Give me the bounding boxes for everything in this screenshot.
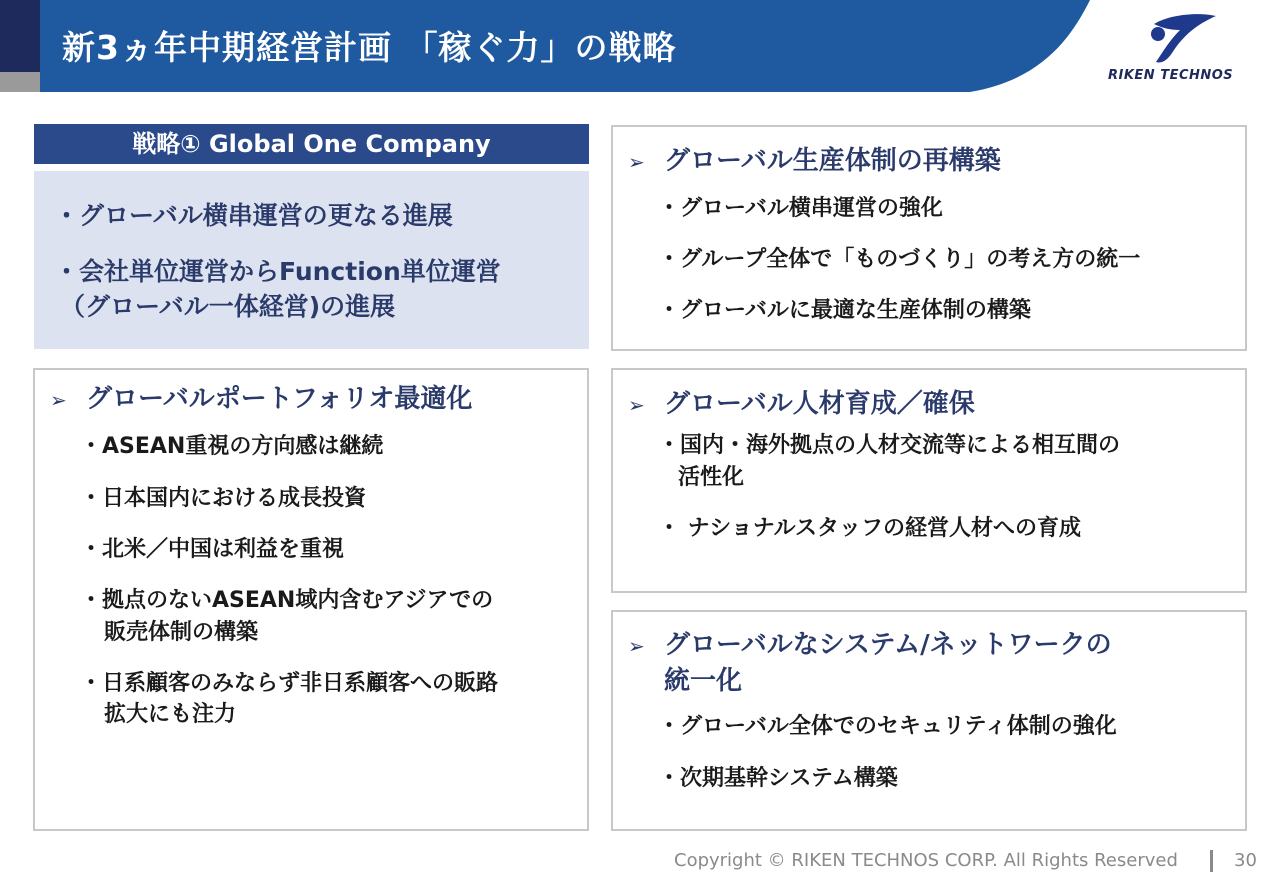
portfolio-item: ・北米／中国は利益を重視 <box>80 537 345 562</box>
portfolio-item: 販売体制の構築 <box>104 620 259 645</box>
arrow-bullet-icon: ➢ <box>628 393 645 417</box>
production-item: ・グローバル横串運営の強化 <box>658 196 943 221</box>
talent-item: ・ ナショナルスタッフの経営人材への育成 <box>658 516 1082 541</box>
logo-text: RIKEN TECHNOS <box>1108 68 1234 83</box>
arrow-bullet-icon: ➢ <box>50 388 67 412</box>
footer-divider <box>1210 850 1213 872</box>
portfolio-item: ・日系顧客のみならず非日系顧客への販路 <box>80 671 499 696</box>
portfolio-item: ・拠点のないASEAN域内含むアジアでの <box>80 588 494 613</box>
system-title-line2: 統一化 <box>664 666 743 696</box>
page-title: 新3ヵ年中期経営計画 「稼ぐ力」の戦略 <box>62 28 677 67</box>
header-accent-gray <box>0 72 40 92</box>
system-item: ・次期基幹システム構築 <box>658 766 898 791</box>
system-item: ・グローバル全体でのセキュリティ体制の強化 <box>658 714 1117 739</box>
production-title: ➢ グローバル生産体制の再構築 <box>628 146 1001 176</box>
strategy-line: （グローバル一体経営)の進展 <box>60 292 396 321</box>
production-item: ・グループ全体で「ものづくり」の考え方の統一 <box>658 247 1141 272</box>
talent-item: ・国内・海外拠点の人材交流等による相互間の <box>658 433 1121 458</box>
talent-item: 活性化 <box>678 465 745 490</box>
arrow-bullet-icon: ➢ <box>628 150 645 174</box>
strategy-line: ・会社単位運営からFunction単位運営 <box>54 257 501 286</box>
portfolio-title: ➢ グローバルポートフォリオ最適化 <box>50 384 473 414</box>
portfolio-item: 拡大にも注力 <box>104 702 237 727</box>
copyright: Copyright © RIKEN TECHNOS CORP. All Rights Reserved <box>674 850 1178 871</box>
header-accent-dark <box>0 0 40 72</box>
page-number: 30 <box>1234 850 1257 871</box>
portfolio-item: ・ASEAN重視の方向感は継続 <box>80 434 384 459</box>
production-item: ・グローバルに最適な生産体制の構築 <box>658 298 1031 323</box>
portfolio-item: ・日本国内における成長投資 <box>80 486 367 511</box>
arrow-bullet-icon: ➢ <box>628 634 645 658</box>
strategy-line: ・グローバル横串運営の更なる進展 <box>54 201 453 230</box>
strategy-label: 戦略① Global One Company <box>34 124 589 164</box>
talent-title: ➢ グローバル人材育成／確保 <box>628 389 975 419</box>
riken-logo-icon <box>1140 10 1220 66</box>
system-title: ➢ グローバルなシステム/ネットワークの <box>628 630 1112 660</box>
